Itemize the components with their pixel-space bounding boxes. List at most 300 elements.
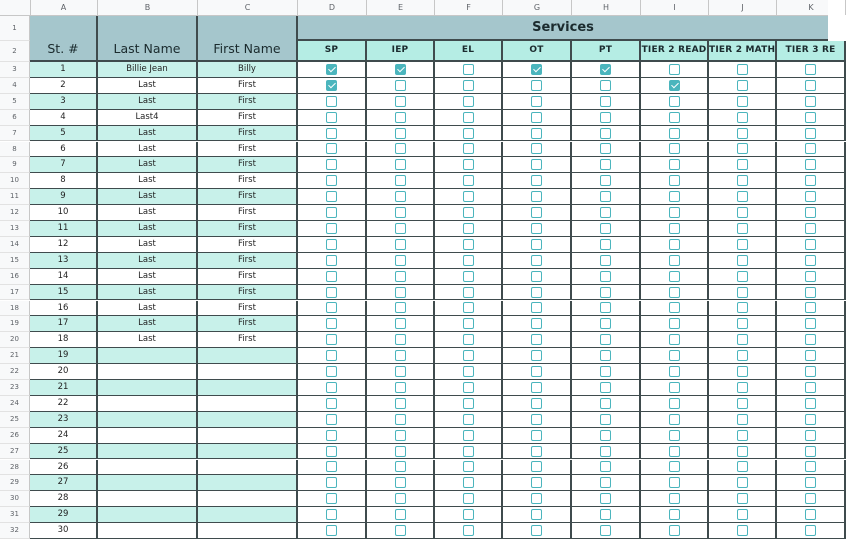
first-name-cell[interactable]: First bbox=[198, 142, 298, 158]
first-name-cell[interactable] bbox=[198, 475, 298, 491]
student-number-cell[interactable]: 3 bbox=[30, 94, 98, 110]
row-number[interactable]: 4 bbox=[0, 78, 30, 94]
service-header-tier-2-read[interactable]: TIER 2 READ bbox=[641, 41, 709, 62]
service-checkbox[interactable] bbox=[326, 302, 337, 313]
first-name-cell[interactable]: First bbox=[198, 316, 298, 332]
last-name-cell[interactable]: Last bbox=[98, 269, 198, 285]
service-checkbox[interactable] bbox=[805, 207, 816, 218]
service-checkbox[interactable] bbox=[463, 525, 474, 536]
service-checkbox[interactable] bbox=[463, 302, 474, 313]
last-name-cell[interactable]: Last bbox=[98, 237, 198, 253]
service-checkbox[interactable] bbox=[600, 143, 611, 154]
service-checkbox[interactable] bbox=[805, 287, 816, 298]
last-name-cell[interactable]: Last bbox=[98, 285, 198, 301]
service-checkbox[interactable] bbox=[600, 382, 611, 393]
service-checkbox[interactable] bbox=[531, 207, 542, 218]
service-checkbox[interactable] bbox=[669, 96, 680, 107]
column-letter-k[interactable]: K bbox=[777, 0, 846, 15]
service-checkbox[interactable] bbox=[326, 271, 337, 282]
service-checkbox[interactable] bbox=[531, 223, 542, 234]
row-number[interactable]: 30 bbox=[0, 491, 30, 507]
service-checkbox[interactable] bbox=[531, 96, 542, 107]
service-checkbox[interactable] bbox=[531, 191, 542, 202]
service-checkbox[interactable] bbox=[395, 493, 406, 504]
service-checkbox[interactable] bbox=[805, 96, 816, 107]
service-checkbox[interactable] bbox=[600, 287, 611, 298]
last-name-cell[interactable]: Last bbox=[98, 253, 198, 269]
row-number[interactable]: 27 bbox=[0, 444, 30, 460]
service-checkbox[interactable] bbox=[395, 525, 406, 536]
student-number-cell[interactable]: 17 bbox=[30, 316, 98, 332]
service-checkbox[interactable] bbox=[737, 318, 748, 329]
service-checkbox[interactable] bbox=[737, 398, 748, 409]
service-checkbox[interactable] bbox=[600, 159, 611, 170]
last-name-cell[interactable]: Last bbox=[98, 301, 198, 317]
column-letter-g[interactable]: G bbox=[503, 0, 572, 15]
service-checkbox[interactable] bbox=[531, 159, 542, 170]
service-checkbox[interactable] bbox=[326, 398, 337, 409]
service-checkbox[interactable] bbox=[531, 239, 542, 250]
row-number[interactable]: 25 bbox=[0, 412, 30, 428]
service-checkbox[interactable] bbox=[669, 430, 680, 441]
service-checkbox[interactable] bbox=[805, 525, 816, 536]
service-checkbox[interactable] bbox=[463, 159, 474, 170]
first-name-cell[interactable]: First bbox=[198, 173, 298, 189]
service-checkbox[interactable] bbox=[463, 366, 474, 377]
service-checkbox[interactable] bbox=[531, 318, 542, 329]
last-name-cell[interactable] bbox=[98, 475, 198, 491]
service-checkbox[interactable] bbox=[669, 143, 680, 154]
service-checkbox[interactable] bbox=[669, 255, 680, 266]
last-name-cell[interactable] bbox=[98, 396, 198, 412]
service-checkbox[interactable] bbox=[600, 80, 611, 91]
service-checkbox[interactable] bbox=[669, 302, 680, 313]
first-name-cell[interactable] bbox=[198, 491, 298, 507]
service-checkbox[interactable] bbox=[805, 223, 816, 234]
row-number[interactable]: 13 bbox=[0, 221, 30, 237]
last-name-cell[interactable] bbox=[98, 428, 198, 444]
service-checkbox[interactable] bbox=[395, 509, 406, 520]
service-checkbox[interactable] bbox=[326, 191, 337, 202]
service-checkbox[interactable] bbox=[600, 509, 611, 520]
student-number-cell[interactable]: 20 bbox=[30, 364, 98, 380]
service-checkbox[interactable] bbox=[669, 366, 680, 377]
service-checkbox[interactable] bbox=[737, 271, 748, 282]
column-letter-i[interactable]: I bbox=[641, 0, 709, 15]
service-checkbox[interactable] bbox=[669, 334, 680, 345]
service-checkbox[interactable] bbox=[737, 382, 748, 393]
row-number[interactable]: 22 bbox=[0, 364, 30, 380]
service-checkbox[interactable] bbox=[395, 446, 406, 457]
service-checkbox[interactable] bbox=[805, 318, 816, 329]
service-checkbox[interactable] bbox=[805, 414, 816, 425]
service-checkbox[interactable] bbox=[326, 175, 337, 186]
service-checkbox[interactable] bbox=[737, 175, 748, 186]
service-checkbox[interactable] bbox=[531, 493, 542, 504]
service-checkbox[interactable] bbox=[600, 207, 611, 218]
service-checkbox[interactable] bbox=[395, 302, 406, 313]
last-name-cell[interactable]: Last bbox=[98, 142, 198, 158]
service-checkbox[interactable] bbox=[395, 175, 406, 186]
service-checkbox[interactable] bbox=[805, 80, 816, 91]
service-checkbox[interactable] bbox=[737, 255, 748, 266]
service-checkbox[interactable] bbox=[326, 477, 337, 488]
student-number-cell[interactable]: 7 bbox=[30, 157, 98, 173]
service-checkbox[interactable] bbox=[600, 64, 611, 75]
column-letter-h[interactable]: H bbox=[572, 0, 641, 15]
service-checkbox[interactable] bbox=[737, 191, 748, 202]
first-name-cell[interactable]: First bbox=[198, 332, 298, 348]
service-checkbox[interactable] bbox=[600, 430, 611, 441]
service-checkbox[interactable] bbox=[600, 128, 611, 139]
first-name-cell[interactable]: First bbox=[198, 205, 298, 221]
last-name-cell[interactable]: Last bbox=[98, 221, 198, 237]
service-checkbox[interactable] bbox=[395, 96, 406, 107]
first-name-cell[interactable] bbox=[198, 460, 298, 476]
service-checkbox[interactable] bbox=[326, 143, 337, 154]
service-checkbox[interactable] bbox=[805, 302, 816, 313]
header-student-number[interactable]: St. # bbox=[30, 16, 98, 62]
service-header-sp[interactable]: SP bbox=[298, 41, 367, 62]
student-number-cell[interactable]: 28 bbox=[30, 491, 98, 507]
service-checkbox[interactable] bbox=[326, 318, 337, 329]
column-letter-f[interactable]: F bbox=[435, 0, 503, 15]
service-checkbox[interactable] bbox=[326, 461, 337, 472]
student-number-cell[interactable]: 6 bbox=[30, 142, 98, 158]
service-checkbox[interactable] bbox=[669, 382, 680, 393]
service-checkbox[interactable] bbox=[805, 446, 816, 457]
service-checkbox[interactable] bbox=[669, 493, 680, 504]
service-checkbox[interactable] bbox=[737, 80, 748, 91]
service-checkbox[interactable] bbox=[326, 509, 337, 520]
student-number-cell[interactable]: 11 bbox=[30, 221, 98, 237]
service-checkbox[interactable] bbox=[805, 255, 816, 266]
service-checkbox[interactable] bbox=[326, 64, 337, 75]
service-checkbox[interactable] bbox=[600, 414, 611, 425]
service-checkbox[interactable] bbox=[531, 398, 542, 409]
first-name-cell[interactable] bbox=[198, 523, 298, 539]
student-number-cell[interactable]: 26 bbox=[30, 460, 98, 476]
service-checkbox[interactable] bbox=[737, 223, 748, 234]
column-letter-d[interactable]: D bbox=[298, 0, 367, 15]
last-name-cell[interactable]: Last bbox=[98, 157, 198, 173]
last-name-cell[interactable]: Last bbox=[98, 332, 198, 348]
service-checkbox[interactable] bbox=[737, 239, 748, 250]
service-checkbox[interactable] bbox=[531, 112, 542, 123]
service-checkbox[interactable] bbox=[463, 207, 474, 218]
row-number[interactable]: 24 bbox=[0, 396, 30, 412]
service-checkbox[interactable] bbox=[669, 223, 680, 234]
header-first-name[interactable]: First Name bbox=[198, 16, 298, 62]
service-checkbox[interactable] bbox=[737, 366, 748, 377]
service-checkbox[interactable] bbox=[805, 461, 816, 472]
service-checkbox[interactable] bbox=[737, 334, 748, 345]
last-name-cell[interactable]: Last bbox=[98, 126, 198, 142]
service-checkbox[interactable] bbox=[737, 430, 748, 441]
service-checkbox[interactable] bbox=[463, 96, 474, 107]
service-checkbox[interactable] bbox=[463, 334, 474, 345]
last-name-cell[interactable]: Last4 bbox=[98, 110, 198, 126]
service-checkbox[interactable] bbox=[805, 159, 816, 170]
service-checkbox[interactable] bbox=[463, 493, 474, 504]
service-checkbox[interactable] bbox=[600, 191, 611, 202]
row-number[interactable]: 28 bbox=[0, 460, 30, 476]
service-checkbox[interactable] bbox=[326, 366, 337, 377]
service-checkbox[interactable] bbox=[737, 509, 748, 520]
service-checkbox[interactable] bbox=[395, 366, 406, 377]
service-checkbox[interactable] bbox=[463, 318, 474, 329]
service-checkbox[interactable] bbox=[395, 112, 406, 123]
last-name-cell[interactable] bbox=[98, 460, 198, 476]
student-number-cell[interactable]: 24 bbox=[30, 428, 98, 444]
first-name-cell[interactable] bbox=[198, 444, 298, 460]
first-name-cell[interactable]: First bbox=[198, 110, 298, 126]
first-name-cell[interactable]: Billy bbox=[198, 62, 298, 78]
last-name-cell[interactable]: Last bbox=[98, 78, 198, 94]
service-checkbox[interactable] bbox=[805, 334, 816, 345]
column-letter-e[interactable]: E bbox=[367, 0, 435, 15]
service-checkbox[interactable] bbox=[805, 271, 816, 282]
service-checkbox[interactable] bbox=[737, 414, 748, 425]
service-checkbox[interactable] bbox=[463, 255, 474, 266]
row-number[interactable]: 17 bbox=[0, 285, 30, 301]
service-checkbox[interactable] bbox=[600, 223, 611, 234]
row-number[interactable]: 23 bbox=[0, 380, 30, 396]
service-checkbox[interactable] bbox=[737, 112, 748, 123]
service-checkbox[interactable] bbox=[531, 477, 542, 488]
service-checkbox[interactable] bbox=[326, 446, 337, 457]
row-number[interactable]: 20 bbox=[0, 332, 30, 348]
service-checkbox[interactable] bbox=[395, 143, 406, 154]
service-checkbox[interactable] bbox=[737, 461, 748, 472]
student-number-cell[interactable]: 29 bbox=[30, 507, 98, 523]
student-number-cell[interactable]: 10 bbox=[30, 205, 98, 221]
service-checkbox[interactable] bbox=[805, 128, 816, 139]
service-checkbox[interactable] bbox=[395, 382, 406, 393]
service-header-tier-3-re[interactable]: TIER 3 RE bbox=[777, 41, 846, 62]
last-name-cell[interactable] bbox=[98, 491, 198, 507]
service-checkbox[interactable] bbox=[463, 271, 474, 282]
service-checkbox[interactable] bbox=[805, 430, 816, 441]
service-checkbox[interactable] bbox=[395, 239, 406, 250]
service-checkbox[interactable] bbox=[669, 207, 680, 218]
service-checkbox[interactable] bbox=[600, 96, 611, 107]
service-checkbox[interactable] bbox=[805, 382, 816, 393]
service-checkbox[interactable] bbox=[737, 446, 748, 457]
service-checkbox[interactable] bbox=[737, 493, 748, 504]
service-checkbox[interactable] bbox=[395, 255, 406, 266]
first-name-cell[interactable] bbox=[198, 396, 298, 412]
student-number-cell[interactable]: 27 bbox=[30, 475, 98, 491]
service-checkbox[interactable] bbox=[531, 509, 542, 520]
service-checkbox[interactable] bbox=[395, 64, 406, 75]
service-checkbox[interactable] bbox=[805, 350, 816, 361]
student-number-cell[interactable]: 8 bbox=[30, 173, 98, 189]
row-number[interactable]: 18 bbox=[0, 301, 30, 317]
first-name-cell[interactable] bbox=[198, 412, 298, 428]
service-checkbox[interactable] bbox=[600, 302, 611, 313]
service-checkbox[interactable] bbox=[326, 287, 337, 298]
first-name-cell[interactable] bbox=[198, 364, 298, 380]
service-header-tier-2-math[interactable]: TIER 2 MATH bbox=[709, 41, 777, 62]
service-checkbox[interactable] bbox=[531, 430, 542, 441]
first-name-cell[interactable]: First bbox=[198, 221, 298, 237]
service-checkbox[interactable] bbox=[395, 287, 406, 298]
service-checkbox[interactable] bbox=[326, 334, 337, 345]
row-number[interactable]: 19 bbox=[0, 316, 30, 332]
first-name-cell[interactable] bbox=[198, 507, 298, 523]
service-checkbox[interactable] bbox=[805, 509, 816, 520]
last-name-cell[interactable]: Last bbox=[98, 94, 198, 110]
service-checkbox[interactable] bbox=[463, 461, 474, 472]
service-checkbox[interactable] bbox=[600, 398, 611, 409]
student-number-cell[interactable]: 15 bbox=[30, 285, 98, 301]
row-number[interactable]: 2 bbox=[0, 41, 30, 62]
service-checkbox[interactable] bbox=[463, 350, 474, 361]
service-checkbox[interactable] bbox=[395, 191, 406, 202]
row-number[interactable]: 16 bbox=[0, 269, 30, 285]
service-checkbox[interactable] bbox=[463, 64, 474, 75]
student-number-cell[interactable]: 18 bbox=[30, 332, 98, 348]
service-checkbox[interactable] bbox=[531, 366, 542, 377]
student-number-cell[interactable]: 25 bbox=[30, 444, 98, 460]
student-number-cell[interactable]: 13 bbox=[30, 253, 98, 269]
service-header-el[interactable]: EL bbox=[435, 41, 503, 62]
first-name-cell[interactable]: First bbox=[198, 126, 298, 142]
service-checkbox[interactable] bbox=[669, 239, 680, 250]
student-number-cell[interactable]: 1 bbox=[30, 62, 98, 78]
service-checkbox[interactable] bbox=[531, 302, 542, 313]
service-checkbox[interactable] bbox=[395, 223, 406, 234]
last-name-cell[interactable] bbox=[98, 507, 198, 523]
first-name-cell[interactable] bbox=[198, 428, 298, 444]
row-number[interactable]: 21 bbox=[0, 348, 30, 364]
service-checkbox[interactable] bbox=[531, 350, 542, 361]
service-checkbox[interactable] bbox=[326, 350, 337, 361]
row-number[interactable]: 11 bbox=[0, 189, 30, 205]
service-checkbox[interactable] bbox=[737, 159, 748, 170]
service-checkbox[interactable] bbox=[395, 461, 406, 472]
service-checkbox[interactable] bbox=[326, 525, 337, 536]
service-checkbox[interactable] bbox=[737, 302, 748, 313]
service-checkbox[interactable] bbox=[395, 80, 406, 91]
service-checkbox[interactable] bbox=[669, 271, 680, 282]
service-checkbox[interactable] bbox=[600, 175, 611, 186]
service-checkbox[interactable] bbox=[326, 96, 337, 107]
student-number-cell[interactable]: 21 bbox=[30, 380, 98, 396]
service-checkbox[interactable] bbox=[395, 477, 406, 488]
service-checkbox[interactable] bbox=[669, 350, 680, 361]
service-checkbox[interactable] bbox=[326, 414, 337, 425]
service-checkbox[interactable] bbox=[531, 461, 542, 472]
service-checkbox[interactable] bbox=[326, 80, 337, 91]
service-checkbox[interactable] bbox=[737, 96, 748, 107]
service-checkbox[interactable] bbox=[669, 287, 680, 298]
first-name-cell[interactable]: First bbox=[198, 253, 298, 269]
last-name-cell[interactable] bbox=[98, 348, 198, 364]
service-checkbox[interactable] bbox=[463, 446, 474, 457]
service-checkbox[interactable] bbox=[463, 143, 474, 154]
service-checkbox[interactable] bbox=[531, 128, 542, 139]
service-checkbox[interactable] bbox=[805, 477, 816, 488]
service-checkbox[interactable] bbox=[326, 382, 337, 393]
service-checkbox[interactable] bbox=[600, 446, 611, 457]
service-checkbox[interactable] bbox=[805, 191, 816, 202]
service-checkbox[interactable] bbox=[531, 414, 542, 425]
student-number-cell[interactable]: 9 bbox=[30, 189, 98, 205]
service-checkbox[interactable] bbox=[326, 159, 337, 170]
service-checkbox[interactable] bbox=[737, 143, 748, 154]
row-number[interactable]: 32 bbox=[0, 523, 30, 539]
last-name-cell[interactable]: Last bbox=[98, 189, 198, 205]
header-services[interactable]: Services bbox=[298, 16, 828, 41]
service-header-iep[interactable]: IEP bbox=[367, 41, 435, 62]
service-checkbox[interactable] bbox=[669, 64, 680, 75]
service-checkbox[interactable] bbox=[531, 143, 542, 154]
service-checkbox[interactable] bbox=[463, 128, 474, 139]
service-checkbox[interactable] bbox=[669, 398, 680, 409]
service-checkbox[interactable] bbox=[463, 430, 474, 441]
service-checkbox[interactable] bbox=[463, 509, 474, 520]
first-name-cell[interactable] bbox=[198, 348, 298, 364]
first-name-cell[interactable] bbox=[198, 380, 298, 396]
student-number-cell[interactable]: 22 bbox=[30, 396, 98, 412]
service-checkbox[interactable] bbox=[600, 477, 611, 488]
service-checkbox[interactable] bbox=[600, 318, 611, 329]
row-number[interactable]: 5 bbox=[0, 94, 30, 110]
service-checkbox[interactable] bbox=[531, 287, 542, 298]
service-checkbox[interactable] bbox=[463, 382, 474, 393]
service-checkbox[interactable] bbox=[669, 80, 680, 91]
last-name-cell[interactable] bbox=[98, 444, 198, 460]
service-checkbox[interactable] bbox=[737, 207, 748, 218]
service-checkbox[interactable] bbox=[531, 334, 542, 345]
service-checkbox[interactable] bbox=[600, 525, 611, 536]
service-checkbox[interactable] bbox=[463, 112, 474, 123]
service-checkbox[interactable] bbox=[395, 128, 406, 139]
service-checkbox[interactable] bbox=[326, 128, 337, 139]
first-name-cell[interactable]: First bbox=[198, 189, 298, 205]
student-number-cell[interactable]: 4 bbox=[30, 110, 98, 126]
first-name-cell[interactable]: First bbox=[198, 269, 298, 285]
last-name-cell[interactable] bbox=[98, 412, 198, 428]
service-checkbox[interactable] bbox=[600, 366, 611, 377]
row-number[interactable]: 9 bbox=[0, 157, 30, 173]
service-checkbox[interactable] bbox=[805, 143, 816, 154]
service-checkbox[interactable] bbox=[669, 446, 680, 457]
service-checkbox[interactable] bbox=[463, 287, 474, 298]
service-checkbox[interactable] bbox=[805, 64, 816, 75]
service-checkbox[interactable] bbox=[395, 350, 406, 361]
last-name-cell[interactable]: Last bbox=[98, 205, 198, 221]
service-checkbox[interactable] bbox=[737, 64, 748, 75]
student-number-cell[interactable]: 23 bbox=[30, 412, 98, 428]
first-name-cell[interactable]: First bbox=[198, 157, 298, 173]
service-checkbox[interactable] bbox=[669, 461, 680, 472]
service-checkbox[interactable] bbox=[737, 350, 748, 361]
row-number[interactable]: 6 bbox=[0, 110, 30, 126]
service-checkbox[interactable] bbox=[669, 509, 680, 520]
row-number[interactable]: 1 bbox=[0, 16, 30, 41]
service-checkbox[interactable] bbox=[531, 446, 542, 457]
header-last-name[interactable]: Last Name bbox=[98, 16, 198, 62]
service-checkbox[interactable] bbox=[805, 112, 816, 123]
service-checkbox[interactable] bbox=[326, 430, 337, 441]
service-checkbox[interactable] bbox=[737, 128, 748, 139]
last-name-cell[interactable] bbox=[98, 364, 198, 380]
last-name-cell[interactable]: Last bbox=[98, 316, 198, 332]
service-checkbox[interactable] bbox=[737, 525, 748, 536]
